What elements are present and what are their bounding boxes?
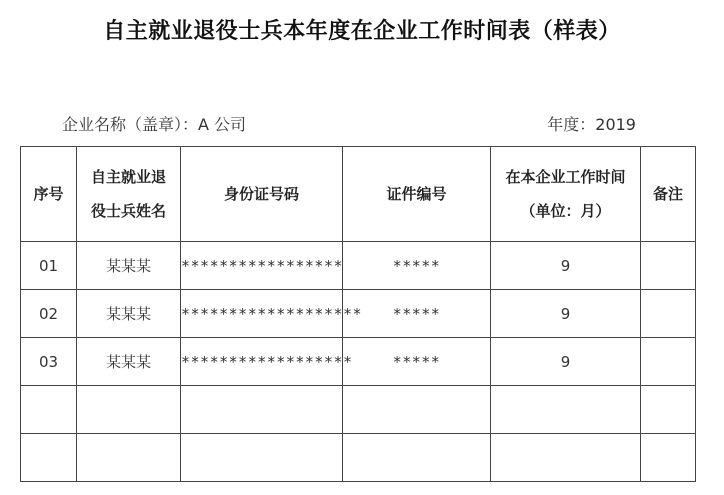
cell-months [491, 386, 641, 434]
document-title: 自主就业退役士兵本年度在企业工作时间表（样表） [103, 19, 621, 44]
cell-id-number: ******************* [181, 290, 343, 338]
header-work-time-line2: （单位：月） [520, 202, 611, 220]
year-label: 年度：2019 [547, 115, 636, 134]
cell-name [77, 434, 181, 482]
header-seq: 序号 [21, 147, 77, 242]
cell-cert-number: ***** [343, 242, 491, 290]
header-veteran-name-line2: 役士兵姓名 [90, 202, 166, 220]
cell-cert-number: ***** [343, 338, 491, 386]
table-header-row [21, 147, 696, 242]
work-time-table [20, 146, 696, 482]
header-work-time-line1: 在本企业工作时间 [505, 168, 626, 186]
header-id-number: 身份证号码 [181, 147, 343, 242]
cell-remarks [641, 386, 696, 434]
cell-name: 某某某 [77, 242, 181, 290]
header-veteran-name-line1: 自主就业退 [90, 168, 166, 186]
cell-id-number [181, 434, 343, 482]
cell-seq: 01 [21, 242, 77, 290]
cell-months: 9 [491, 338, 641, 386]
header-cert-number: 证件编号 [343, 147, 491, 242]
table-row [21, 290, 696, 338]
cell-name [77, 386, 181, 434]
cell-seq [21, 434, 77, 482]
cell-remarks [641, 290, 696, 338]
header-remarks: 备注 [641, 147, 696, 242]
cell-months: 9 [491, 242, 641, 290]
cell-seq: 02 [21, 290, 77, 338]
table-row [21, 338, 696, 386]
cell-months [491, 434, 641, 482]
table-row-empty [21, 386, 696, 434]
cell-id-number: ***************** [181, 242, 343, 290]
cell-months: 9 [491, 290, 641, 338]
company-name-label: 企业名称（盖章）：A 公司 [62, 115, 247, 134]
cell-cert-number [343, 386, 491, 434]
table-row [21, 242, 696, 290]
cell-name: 某某某 [77, 290, 181, 338]
cell-id-number: ****************** [181, 338, 343, 386]
header-veteran-name [77, 147, 181, 242]
cell-name: 某某某 [77, 338, 181, 386]
cell-cert-number: ***** [343, 290, 491, 338]
cell-cert-number [343, 434, 491, 482]
cell-remarks [641, 338, 696, 386]
cell-seq [21, 386, 77, 434]
cell-seq: 03 [21, 338, 77, 386]
header-work-time [491, 147, 641, 242]
cell-remarks [641, 242, 696, 290]
cell-remarks [641, 434, 696, 482]
table-row-empty [21, 434, 696, 482]
cell-id-number [181, 386, 343, 434]
